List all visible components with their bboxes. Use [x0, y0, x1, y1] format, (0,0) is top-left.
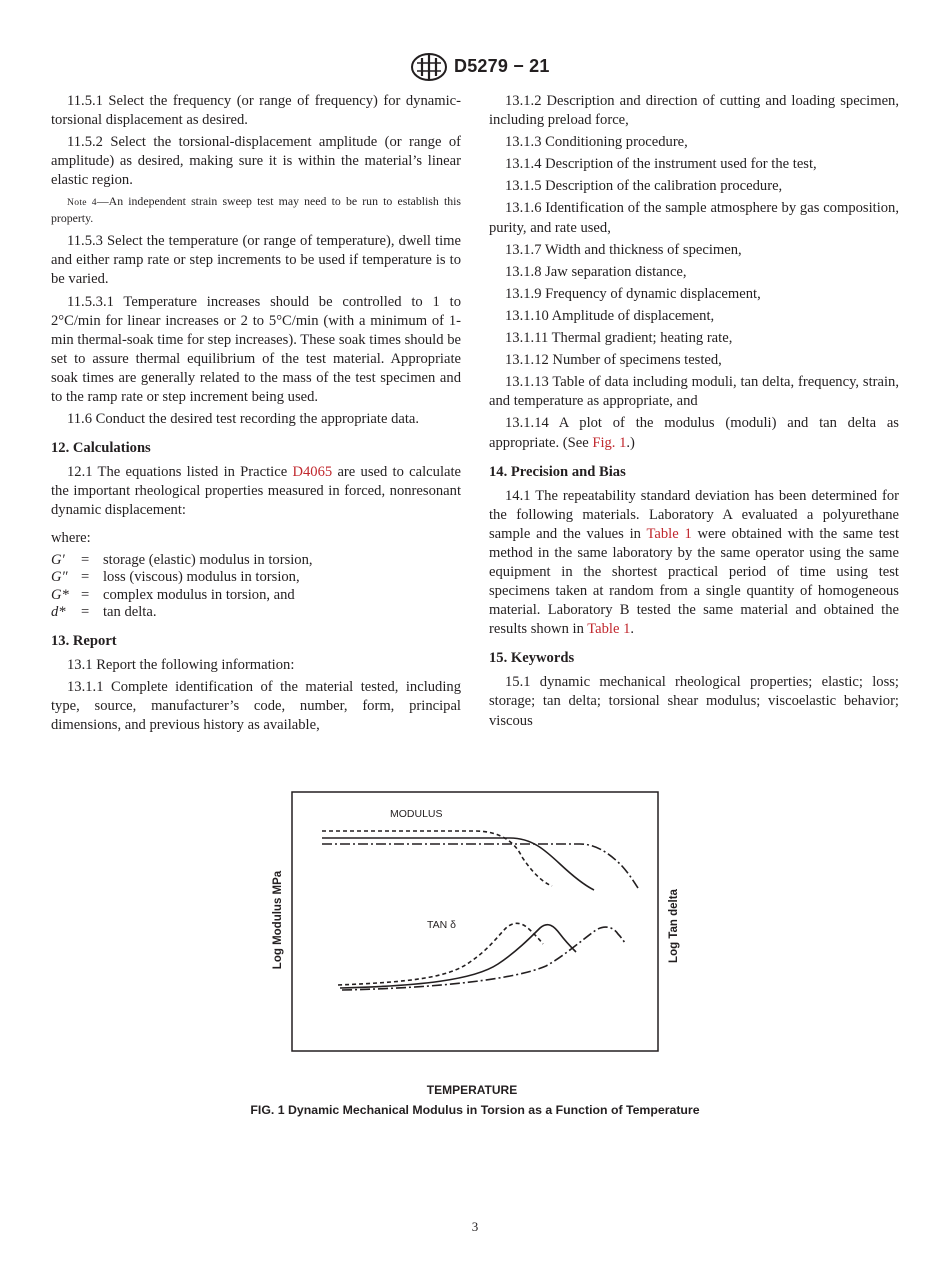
modulus-curve-dashdot [322, 844, 638, 888]
tan-delta-label: TAN δ [427, 919, 456, 931]
heading-calculations: 12. Calculations [51, 440, 151, 457]
paragraph-13-1-1: 13.1.1 Complete identification of the material tested, including type, source, manufacturer’s code, number, form, principal dimensions, and previous history as available, [51, 678, 461, 733]
paragraph-13-1-12: 13.1.12 Number of specimens tested, [505, 352, 722, 369]
link-fig-1[interactable]: Fig. 1 [592, 434, 627, 451]
document-id: D5279 − 21 [454, 56, 550, 76]
paragraph-13-1-9: 13.1.9 Frequency of dynamic displacement, [505, 285, 761, 302]
note-4 [51, 194, 461, 226]
tan-curve-solid [340, 925, 576, 988]
definition-equals: = [81, 569, 90, 586]
figure-caption: FIG. 1 Dynamic Mechanical Modulus in Torsion as a Function of Temperature [250, 1103, 700, 1117]
note-label: Note 4 [67, 197, 97, 209]
definition-text: loss (viscous) modulus in torsion, [103, 569, 300, 586]
paragraph-13-1-2: 13.1.2 Description and direction of cutting and loading specimen, including preload force, [489, 93, 899, 129]
paragraph-11-6: 11.6 Conduct the desired test recording the appropriate data. [67, 411, 420, 428]
definition-row [51, 587, 461, 605]
modulus-curve-solid [322, 838, 594, 890]
modulus-label: MODULUS [390, 808, 443, 820]
paragraph-13-1-13: 13.1.13 Table of data including moduli, tan delta, frequency, strain, and temperature as appropriate, and [489, 374, 899, 410]
paragraph-13-1-5: 13.1.5 Description of the calibration procedure, [505, 178, 783, 195]
figure-plot [260, 782, 690, 1102]
paragraph-13-1-11: 13.1.11 Thermal gradient; heating rate, [505, 330, 733, 347]
definition-row [51, 569, 461, 587]
paragraph-13-1-10: 13.1.10 Amplitude of displacement, [505, 307, 715, 324]
note-text: —An independent strain sweep test may need to be run to establish this property. [51, 194, 461, 225]
heading-keywords: 15. Keywords [489, 650, 575, 667]
paragraph-12-1-end: are used to calculate the important rheological properties measured in forced, nonresonant dynamic displacement: [51, 464, 462, 519]
left-column [51, 92, 461, 738]
paragraph-13-1-14-start: 13.1.14 A plot of the modulus (moduli) and tan delta as appropriate. (See [489, 415, 899, 451]
definition-list [51, 552, 461, 622]
paragraph-12-1-start: 12.1 The equations listed in Practice [67, 464, 293, 481]
figure-1 [260, 782, 690, 1102]
paragraph-13-1-4: 13.1.4 Description of the instrument used for the test, [505, 156, 817, 173]
paragraph-12-1 [51, 463, 461, 520]
paragraph-13-1-6: 13.1.6 Identification of the sample atmosphere by gas composition, purity, and rate used, [489, 200, 899, 236]
definition-row [51, 604, 461, 622]
definition-text: tan delta. [103, 604, 157, 621]
paragraph-15-1: 15.1 dynamic mechanical rheological properties; elastic; loss; storage; tan delta; torsional shear modulus; viscoelastic behavior; viscous [489, 674, 899, 729]
heading-precision-bias: 14. Precision and Bias [489, 463, 626, 480]
definition-equals: = [81, 551, 90, 568]
paragraph-13-1-8: 13.1.8 Jaw separation distance, [505, 263, 687, 280]
paragraph-13-1-14 [489, 414, 899, 452]
page-header [0, 50, 950, 86]
astm-logo-icon [410, 52, 448, 82]
definition-symbol: G′ [51, 551, 65, 568]
paragraph-11-5-1: 11.5.1 Select the frequency (or range of frequency) for dynamic-torsional displacement as desired. [51, 93, 461, 129]
heading-report: 13. Report [51, 632, 117, 649]
page-number: 3 [471, 1219, 479, 1234]
right-column [489, 92, 899, 734]
definition-symbol: G″ [51, 569, 68, 586]
where-label: where: [51, 529, 91, 546]
link-table-1[interactable]: Table 1 [646, 525, 692, 542]
x-axis-label: TEMPERATURE [426, 1083, 518, 1097]
definition-equals: = [81, 604, 90, 621]
paragraph-14-1-part-b: were obtained with the same test method in the same laboratory by the same operator using the same equipment in the shortest practical period of time using test specimens taken at random from a single quantity of homogeneous material. Laboratory B tested the same material and obtained the results shown in [489, 525, 899, 638]
paragraph-13-1-14-end: .) [626, 434, 635, 451]
paragraph-13-1-7: 13.1.7 Width and thickness of specimen, [505, 241, 742, 258]
tan-curve-dashdot [342, 927, 626, 990]
paragraph-14-1 [489, 487, 899, 640]
definition-text: storage (elastic) modulus in torsion, [103, 551, 313, 568]
paragraph-11-5-2: 11.5.2 Select the torsional-displacement amplitude (or range of amplitude) as desired, making sure it is within the material’s linear elastic region. [51, 134, 461, 189]
link-d4065[interactable]: D4065 [292, 464, 333, 481]
paragraph-13-1: 13.1 Report the following information: [67, 656, 295, 673]
y-axis-right-label: Log Tan delta [668, 889, 680, 963]
definition-text: complex modulus in torsion, and [103, 586, 295, 603]
paragraph-14-1-part-a: 14.1 The repeatability standard deviation has been determined for the following materials. Laboratory A evaluated a polyurethane sample and the values in [489, 487, 899, 542]
definition-row [51, 552, 461, 570]
definition-symbol: G* [51, 586, 69, 603]
definition-equals: = [81, 586, 90, 603]
paragraph-14-1-part-c: . [630, 621, 635, 638]
paragraph-11-5-3-1: 11.5.3.1 Temperature increases should be controlled to 1 to 2°C/min for linear increases or 2 to 5°C/min (with a minimum of 1-min thermal-soak time for step increases). These soak times should be set to assure thermal equilibrium of the test material. Appropriate soak times are generally related to the mass of the test specimen and to the ramp rate or step increment being used. [51, 293, 461, 406]
link-table-1-second[interactable]: Table 1 [587, 621, 631, 638]
paragraph-11-5-3: 11.5.3 Select the temperature (or range of temperature), dwell time and either ramp rate or step increments to be used if temperature is to be varied. [51, 233, 461, 288]
paragraph-13-1-3: 13.1.3 Conditioning procedure, [505, 134, 688, 151]
definition-symbol: d* [51, 604, 66, 621]
y-axis-left-label: Log Modulus MPa [272, 870, 284, 970]
